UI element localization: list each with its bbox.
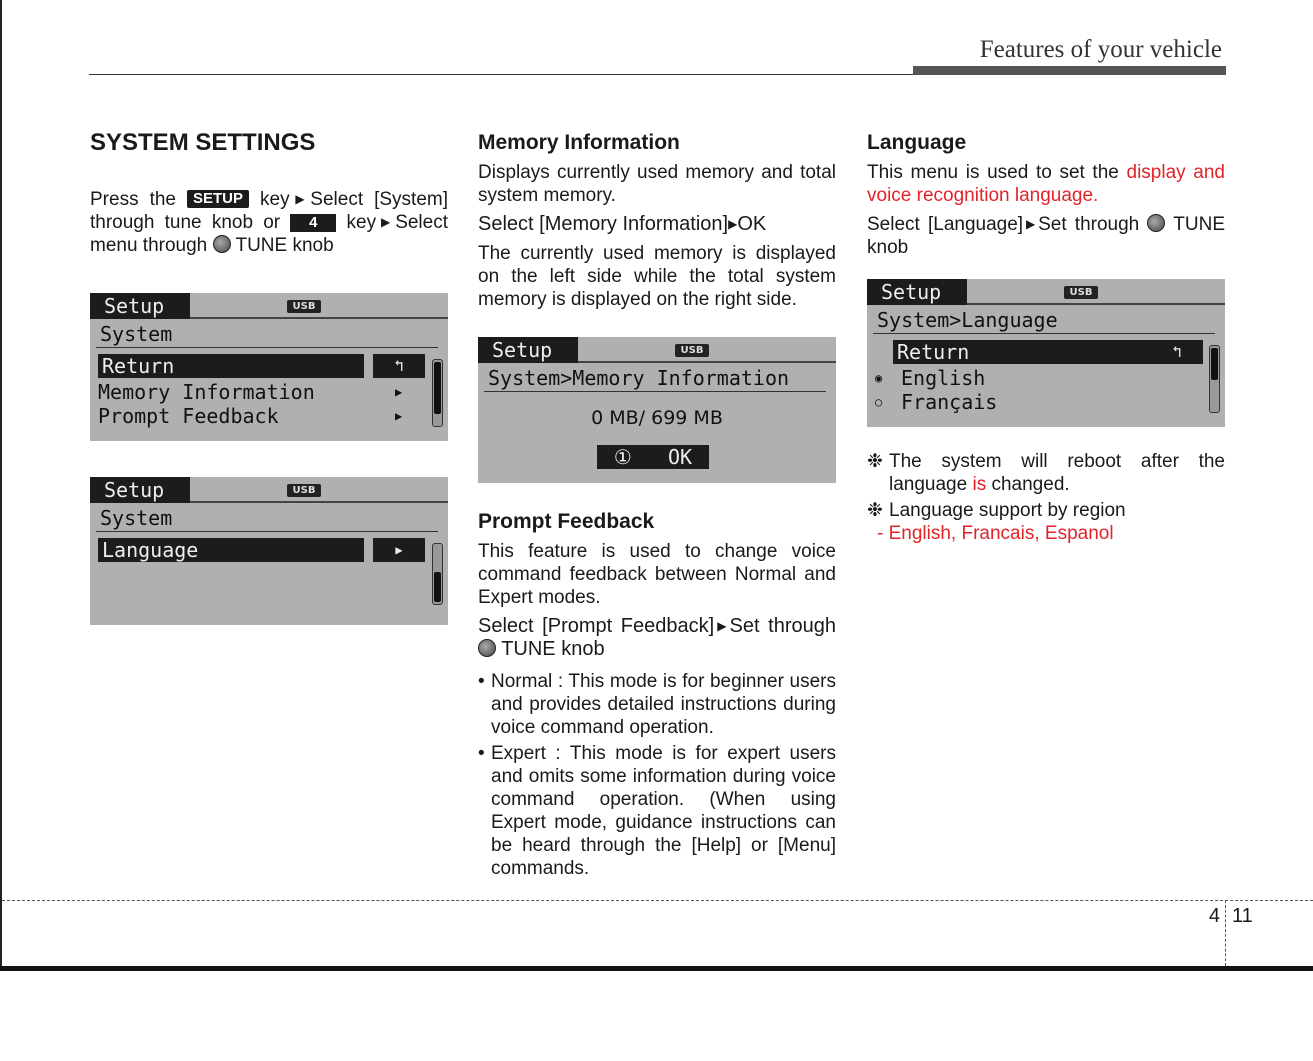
usb-badge: USB bbox=[1064, 286, 1098, 299]
scrollbar bbox=[432, 359, 443, 427]
language-desc bbox=[867, 161, 1225, 207]
language-select-3: TUNE knob bbox=[867, 214, 1226, 259]
lcd-topline bbox=[190, 501, 448, 503]
usb-badge: USB bbox=[287, 300, 321, 313]
scrollbar-thumb bbox=[434, 572, 441, 602]
footer-rule bbox=[2, 900, 1313, 901]
lcd-pathline bbox=[873, 333, 1215, 334]
memory-desc-2: The currently used memory is displayed on the left side while the total system memory is displayed on the right side. bbox=[478, 243, 836, 311]
note-1c: changed. bbox=[986, 474, 1070, 496]
intro-text bbox=[90, 188, 448, 257]
lcd-tab: Setup bbox=[478, 337, 578, 363]
note-text: Language support by region bbox=[889, 500, 1126, 522]
column-memory-prompt bbox=[478, 130, 836, 880]
intro-t5: key bbox=[346, 212, 377, 234]
column-system-settings bbox=[90, 130, 448, 625]
lcd-screen-memory bbox=[478, 337, 836, 483]
triangle-right-icon: ▶ bbox=[376, 215, 396, 230]
memory-select-ok: OK bbox=[737, 213, 767, 236]
prompt-select-1: Select [Prompt Feedback] bbox=[478, 615, 715, 638]
bullet-text: Normal : This mode is for beginner users and provides detailed instructions during voice command operation. bbox=[491, 671, 836, 739]
radio-unselected-icon[interactable]: ○ bbox=[875, 395, 883, 410]
lcd-tab: Setup bbox=[867, 279, 967, 305]
prompt-select-2: Set bbox=[729, 615, 760, 638]
lcd-pathline bbox=[484, 391, 826, 392]
triangle-right-icon: ▶ bbox=[714, 619, 730, 634]
lcd-topline bbox=[578, 361, 836, 363]
prompt-select-4: TUNE knob bbox=[501, 638, 605, 661]
radio-selected-icon[interactable]: ◉ bbox=[875, 371, 883, 386]
page-number-separator bbox=[1225, 900, 1226, 966]
lcd-topline bbox=[190, 317, 448, 319]
chapter-number: 4 bbox=[1208, 905, 1220, 927]
intro-t7: menu through bbox=[90, 235, 208, 257]
column-language bbox=[867, 130, 1225, 545]
header-title: Features of your vehicle bbox=[979, 36, 1222, 63]
triangle-right-icon: ▶ bbox=[289, 192, 311, 207]
bullet-text: Expert : This mode is for expert users and omits some information during voice command operation. (When using Expert mode, guidance instructions can be heard through the [Help] or [Menu] commands. bbox=[491, 743, 836, 880]
lcd-path: System>Memory Information bbox=[488, 366, 790, 391]
lcd-screen-language bbox=[90, 477, 448, 625]
prompt-select bbox=[478, 615, 836, 661]
tune-knob-icon bbox=[478, 639, 496, 657]
intro-t4: through tune knob or bbox=[90, 212, 281, 234]
memory-desc: Displays currently used memory and total system memory. bbox=[478, 162, 836, 207]
language-title: Language bbox=[867, 131, 967, 154]
note-1a: The system will reboot after the language bbox=[889, 451, 1225, 496]
chevron-right-icon: ▶ bbox=[395, 409, 403, 424]
bullet-mark: • bbox=[478, 671, 485, 693]
chevron-right-icon: ▶ bbox=[373, 538, 425, 562]
language-select-2: Set through bbox=[1038, 214, 1140, 236]
return-arrow-icon: ↰ bbox=[373, 354, 425, 378]
bullet-mark: • bbox=[478, 743, 485, 765]
memory-title: Memory Information bbox=[478, 131, 680, 154]
intro-t6: Select bbox=[395, 212, 448, 234]
chevron-right-icon: ▶ bbox=[395, 385, 403, 400]
lcd-item-francais[interactable]: Français bbox=[901, 390, 998, 415]
lcd-path: System bbox=[100, 322, 173, 347]
memory-select-text: Select [Memory Information] bbox=[478, 213, 729, 236]
page-number: 11 bbox=[1232, 905, 1253, 927]
lcd-item-return[interactable]: Return bbox=[98, 354, 364, 378]
ok-button[interactable] bbox=[597, 445, 709, 469]
lcd-pathline bbox=[96, 347, 438, 348]
lcd-path: System>Language bbox=[877, 308, 1058, 333]
prompt-title: Prompt Feedback bbox=[478, 510, 655, 534]
lcd-item-return[interactable]: Return bbox=[893, 340, 1203, 364]
lcd-item-memory-information[interactable]: Memory Information bbox=[98, 380, 315, 405]
prompt-desc: This feature is used to change voice command feedback between Normal and Expert modes. bbox=[478, 541, 836, 609]
tune-knob-icon bbox=[213, 235, 231, 253]
note-language-support bbox=[867, 499, 1225, 522]
note-mark-icon: ❉ bbox=[867, 500, 883, 522]
triangle-right-icon: ▶ bbox=[1023, 217, 1039, 232]
intro-t2: key bbox=[260, 189, 290, 211]
section-title: SYSTEM SETTINGS bbox=[90, 129, 316, 156]
lcd-screen-system bbox=[90, 293, 448, 441]
language-desc-a: This menu is used to set the bbox=[867, 162, 1127, 184]
lcd-item-language[interactable]: Language bbox=[98, 538, 364, 562]
lcd-tab: Setup bbox=[90, 293, 190, 319]
note-text bbox=[889, 450, 1225, 496]
language-list: - English, Francais, Espanol bbox=[877, 523, 1114, 545]
key-4: 4 bbox=[290, 214, 336, 232]
triangle-right-icon: ▶ bbox=[728, 217, 738, 232]
return-arrow-icon: ↰ bbox=[1172, 342, 1182, 362]
prompt-select-3: through bbox=[768, 615, 837, 638]
language-select bbox=[867, 213, 1225, 259]
memory-value: 0 MB/ 699 MB bbox=[591, 407, 723, 430]
scrollbar bbox=[1209, 345, 1220, 413]
tune-knob-icon bbox=[1147, 214, 1165, 232]
scrollbar-thumb bbox=[434, 362, 441, 414]
memory-select bbox=[478, 213, 836, 236]
note-reboot bbox=[867, 450, 1225, 496]
bullet-normal bbox=[478, 670, 836, 739]
intro-t1: Press the bbox=[90, 189, 176, 211]
intro-t8: TUNE knob bbox=[235, 235, 334, 257]
lcd-item-prompt-feedback[interactable]: Prompt Feedback bbox=[98, 404, 279, 429]
lcd-topline bbox=[967, 303, 1225, 305]
page-border-left bbox=[0, 0, 2, 971]
bullet-expert bbox=[478, 742, 836, 880]
scrollbar-thumb bbox=[1211, 348, 1218, 380]
lcd-item-english[interactable]: English bbox=[901, 366, 986, 391]
lcd-tab: Setup bbox=[90, 477, 190, 503]
page-border-bottom bbox=[0, 966, 1313, 971]
usb-badge: USB bbox=[675, 344, 709, 357]
note-mark-icon: ❉ bbox=[867, 451, 883, 473]
lcd-screen-language-select bbox=[867, 279, 1225, 427]
scrollbar bbox=[432, 543, 443, 605]
header-bar bbox=[913, 66, 1226, 75]
language-select-1: Select [Language] bbox=[867, 214, 1024, 236]
lcd-path: System bbox=[100, 506, 173, 531]
lcd-pathline bbox=[96, 531, 438, 532]
ok-label: OK bbox=[667, 445, 693, 470]
usb-badge: USB bbox=[287, 484, 321, 497]
language-desc-b: display and voice recognition language. bbox=[867, 162, 1225, 207]
ok-number: ① bbox=[613, 445, 632, 470]
setup-key: SETUP bbox=[187, 190, 249, 208]
note-1b: is bbox=[972, 474, 987, 496]
intro-t3: Select [System] bbox=[310, 189, 449, 211]
